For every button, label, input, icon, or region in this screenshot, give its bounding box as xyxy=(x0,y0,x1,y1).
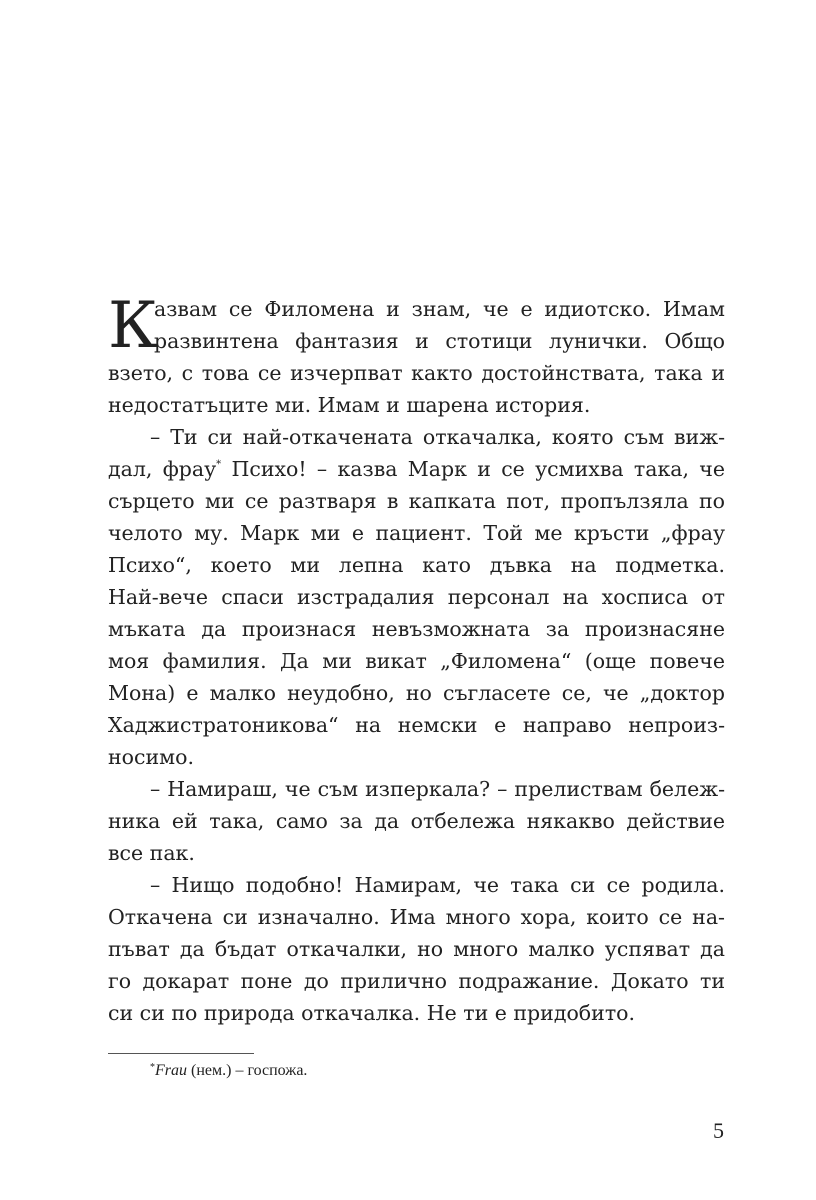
text-line: си си по природа откачалка. Не ти е придобито. xyxy=(108,1001,636,1025)
body-text xyxy=(108,289,725,1029)
text-line: Психо“, което ми лепна като дъвка на подметка. xyxy=(108,553,725,577)
footnote-text: (нем.) – госпожа. xyxy=(187,1062,308,1079)
text-line: Хаджистратоникова“ на немски е направо непроиз- xyxy=(108,713,725,737)
footnote xyxy=(150,1062,307,1080)
text-line: недостатъците ми. Имам и шарена история. xyxy=(108,393,591,417)
text-line xyxy=(108,453,725,485)
text-line: челото му. Марк ми е пациент. Той ме кръсти „фрау xyxy=(108,521,725,545)
footnote-term: Frau xyxy=(155,1062,187,1079)
text-line: Най-вече спаси изстрадалия персонал на хосписа от xyxy=(108,585,725,609)
text-line: азвам се Филомена и знам, че е идиотско. Имам xyxy=(154,297,725,321)
text-line: – Ти си най-откачената откачалка, която съм виж- xyxy=(150,425,725,449)
footnote-reference[interactable]: * xyxy=(216,459,222,470)
text-fragment: Психо! – казва Марк и се усмихва така, че xyxy=(221,457,725,481)
text-line: развинтена фантазия и стотици лунички. Общо xyxy=(154,329,725,353)
text-line: Мона) е малко неудобно, но съгласете се, че „доктор xyxy=(108,681,725,705)
text-line: пъват да бъдат откачалки, но много малко успяват да xyxy=(108,937,725,961)
text-line: мъката да произнася невъзможната за произнасяне xyxy=(108,617,725,641)
text-line: моя фамилия. Да ми викат „Филомена“ (още повече xyxy=(108,649,725,673)
text-fragment: дал, фрау xyxy=(108,457,217,481)
drop-cap: К xyxy=(108,289,158,363)
text-line: взето, с това се изчерпват както достойнствата, така и xyxy=(108,361,725,385)
text-line: Откачена си изначално. Има много хора, които се на- xyxy=(108,905,725,929)
footnote-marker: * xyxy=(150,1062,155,1073)
text-line: – Намираш, че съм изперкала? – прелиствам бележ- xyxy=(150,777,725,801)
text-line: – Нищо подобно! Намирам, че така си се родила. xyxy=(150,873,725,897)
page-number: 5 xyxy=(713,1118,724,1143)
text-line: го докарат поне до прилично подражание. Докато ти xyxy=(108,969,725,993)
text-line: ника ей така, само за да отбележа някакво действие xyxy=(108,809,725,833)
text-line: сърцето ми се разтваря в капката пот, пропълзяла по xyxy=(108,489,725,513)
text-line: носимо. xyxy=(108,745,194,769)
text-line: все пак. xyxy=(108,841,195,865)
footnote-separator xyxy=(108,1053,254,1054)
